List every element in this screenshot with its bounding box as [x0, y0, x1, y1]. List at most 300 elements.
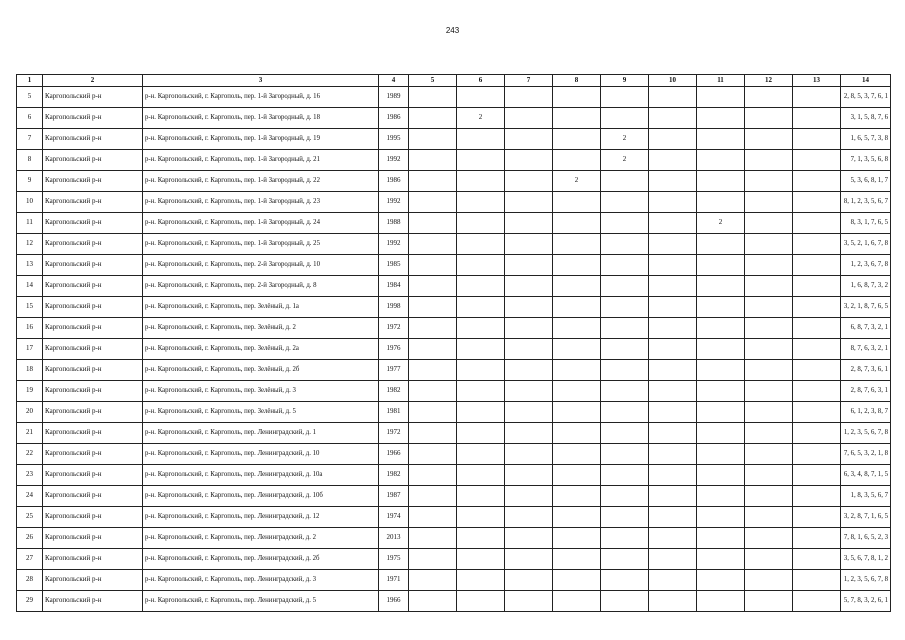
- district-cell: Каргопольский р-н: [43, 234, 143, 255]
- sequence-cell: 1, 2, 3, 6, 7, 8: [841, 255, 891, 276]
- year-cell: 2013: [379, 528, 409, 549]
- value-cell-col-7: [505, 339, 553, 360]
- value-cell-col-7: [505, 108, 553, 129]
- row-number-cell: 21: [17, 423, 43, 444]
- value-cell-col-8: [553, 87, 601, 108]
- value-cell-col-6: [457, 591, 505, 612]
- value-cell-col-13: [793, 234, 841, 255]
- value-cell-col-6: [457, 486, 505, 507]
- value-cell-col-9: [601, 192, 649, 213]
- sequence-cell: 6, 8, 7, 3, 2, 1: [841, 318, 891, 339]
- column-header-6: 6: [457, 75, 505, 87]
- value-cell-col-7: [505, 528, 553, 549]
- value-cell-col-5: [409, 591, 457, 612]
- value-cell-col-5: [409, 381, 457, 402]
- address-cell: р-н. Каргопольский, г. Каргополь, пер. Ленинградский, д. 12: [143, 507, 379, 528]
- value-cell-col-5: [409, 339, 457, 360]
- row-number-cell: 10: [17, 192, 43, 213]
- value-cell-col-10: [649, 444, 697, 465]
- value-cell-col-12: [745, 234, 793, 255]
- value-cell-col-12: [745, 276, 793, 297]
- value-cell-col-11: [697, 507, 745, 528]
- year-cell: 1971: [379, 570, 409, 591]
- value-cell-col-8: [553, 381, 601, 402]
- header-row: [17, 75, 891, 87]
- sequence-cell: 7, 1, 3, 5, 6, 8: [841, 150, 891, 171]
- value-cell-col-8: [553, 528, 601, 549]
- district-cell: Каргопольский р-н: [43, 423, 143, 444]
- value-cell-col-12: [745, 360, 793, 381]
- value-cell-col-5: [409, 87, 457, 108]
- year-cell: 1966: [379, 444, 409, 465]
- value-cell-col-10: [649, 87, 697, 108]
- value-cell-col-5: [409, 150, 457, 171]
- row-number-cell: 25: [17, 507, 43, 528]
- sequence-cell: 8, 3, 1, 7, 6, 5: [841, 213, 891, 234]
- value-cell-col-10: [649, 381, 697, 402]
- sequence-cell: 3, 2, 1, 8, 7, 6, 5: [841, 297, 891, 318]
- year-cell: 1966: [379, 591, 409, 612]
- row-number-cell: 17: [17, 339, 43, 360]
- value-cell-col-12: [745, 318, 793, 339]
- value-cell-col-10: [649, 234, 697, 255]
- year-cell: 1972: [379, 318, 409, 339]
- value-cell-col-9: [601, 402, 649, 423]
- value-cell-col-8: [553, 507, 601, 528]
- address-cell: р-н. Каргопольский, г. Каргополь, пер. Ленинградский, д. 10б: [143, 486, 379, 507]
- value-cell-col-12: [745, 129, 793, 150]
- value-cell-col-12: [745, 444, 793, 465]
- value-cell-col-13: [793, 465, 841, 486]
- value-cell-col-6: [457, 528, 505, 549]
- value-cell-col-11: [697, 339, 745, 360]
- address-cell: р-н. Каргопольский, г. Каргополь, пер. Зелёный, д. 2: [143, 318, 379, 339]
- value-cell-col-10: [649, 213, 697, 234]
- column-header-9: 9: [601, 75, 649, 87]
- address-cell: р-н. Каргопольский, г. Каргополь, пер. Ленинградский, д. 2б: [143, 549, 379, 570]
- registry-table: [16, 74, 891, 612]
- sequence-cell: 2, 8, 7, 3, 6, 1: [841, 360, 891, 381]
- value-cell-col-12: [745, 528, 793, 549]
- year-cell: 1985: [379, 255, 409, 276]
- value-cell-col-12: [745, 108, 793, 129]
- value-cell-col-6: [457, 549, 505, 570]
- column-header-3: 3: [143, 75, 379, 87]
- value-cell-col-11: [697, 87, 745, 108]
- value-cell-col-11: [697, 234, 745, 255]
- district-cell: Каргопольский р-н: [43, 402, 143, 423]
- address-cell: р-н. Каргопольский, г. Каргополь, пер. 1-й Загородный, д. 22: [143, 171, 379, 192]
- value-cell-col-8: [553, 423, 601, 444]
- district-cell: Каргопольский р-н: [43, 528, 143, 549]
- sequence-cell: 1, 8, 3, 5, 6, 7: [841, 486, 891, 507]
- value-cell-col-5: [409, 465, 457, 486]
- address-cell: р-н. Каргопольский, г. Каргополь, пер. 1-й Загородный, д. 21: [143, 150, 379, 171]
- value-cell-col-8: [553, 360, 601, 381]
- value-cell-col-8: [553, 276, 601, 297]
- value-cell-col-8: [553, 591, 601, 612]
- year-cell: 1992: [379, 234, 409, 255]
- value-cell-col-8: [553, 486, 601, 507]
- district-cell: Каргопольский р-н: [43, 213, 143, 234]
- value-cell-col-9: [601, 318, 649, 339]
- value-cell-col-6: [457, 465, 505, 486]
- value-cell-col-5: [409, 297, 457, 318]
- value-cell-col-6: [457, 213, 505, 234]
- value-cell-col-10: [649, 150, 697, 171]
- value-cell-col-9: [601, 423, 649, 444]
- value-cell-col-6: [457, 360, 505, 381]
- value-cell-col-12: [745, 591, 793, 612]
- value-cell-col-12: [745, 213, 793, 234]
- value-cell-col-13: [793, 549, 841, 570]
- value-cell-col-13: [793, 318, 841, 339]
- column-header-5: 5: [409, 75, 457, 87]
- value-cell-col-8: [553, 549, 601, 570]
- value-cell-col-11: [697, 591, 745, 612]
- value-cell-col-8: [553, 402, 601, 423]
- value-cell-col-13: [793, 360, 841, 381]
- district-cell: Каргопольский р-н: [43, 381, 143, 402]
- row-number-cell: 19: [17, 381, 43, 402]
- value-cell-col-9: [601, 486, 649, 507]
- row-number-cell: 16: [17, 318, 43, 339]
- table-row: [17, 297, 891, 318]
- address-cell: р-н. Каргопольский, г. Каргополь, пер. Зелёный, д. 3: [143, 381, 379, 402]
- value-cell-col-11: [697, 255, 745, 276]
- address-cell: р-н. Каргопольский, г. Каргополь, пер. Зелёный, д. 2а: [143, 339, 379, 360]
- value-cell-col-7: [505, 192, 553, 213]
- value-cell-col-8: [553, 570, 601, 591]
- value-cell-col-10: [649, 339, 697, 360]
- district-cell: Каргопольский р-н: [43, 360, 143, 381]
- value-cell-col-7: [505, 171, 553, 192]
- table-row: [17, 381, 891, 402]
- value-cell-col-8: [553, 108, 601, 129]
- value-cell-col-7: [505, 444, 553, 465]
- address-cell: р-н. Каргопольский, г. Каргополь, пер. Ленинградский, д. 5: [143, 591, 379, 612]
- value-cell-col-11: [697, 486, 745, 507]
- sequence-cell: 5, 3, 6, 8, 1, 7: [841, 171, 891, 192]
- value-cell-col-13: [793, 87, 841, 108]
- table-row: [17, 192, 891, 213]
- value-cell-col-9: [601, 87, 649, 108]
- district-cell: Каргопольский р-н: [43, 129, 143, 150]
- sequence-cell: 5, 7, 8, 3, 2, 6, 1: [841, 591, 891, 612]
- sequence-cell: 1, 2, 3, 5, 6, 7, 8: [841, 423, 891, 444]
- table-row: [17, 570, 891, 591]
- row-number-cell: 27: [17, 549, 43, 570]
- table-row: [17, 528, 891, 549]
- address-cell: р-н. Каргопольский, г. Каргополь, пер. Ленинградский, д. 10: [143, 444, 379, 465]
- table-row: [17, 234, 891, 255]
- table-row: [17, 276, 891, 297]
- year-cell: 1974: [379, 507, 409, 528]
- value-cell-col-13: [793, 528, 841, 549]
- value-cell-col-12: [745, 402, 793, 423]
- district-cell: Каргопольский р-н: [43, 507, 143, 528]
- value-cell-col-7: [505, 507, 553, 528]
- value-cell-col-5: [409, 192, 457, 213]
- row-number-cell: 18: [17, 360, 43, 381]
- year-cell: 1995: [379, 129, 409, 150]
- value-cell-col-7: [505, 213, 553, 234]
- value-cell-col-6: [457, 234, 505, 255]
- value-cell-col-13: [793, 444, 841, 465]
- table-row: [17, 213, 891, 234]
- value-cell-col-9: [601, 234, 649, 255]
- value-cell-col-11: [697, 297, 745, 318]
- column-header-8: 8: [553, 75, 601, 87]
- value-cell-col-8: [553, 255, 601, 276]
- value-cell-col-12: [745, 549, 793, 570]
- value-cell-col-9: [601, 255, 649, 276]
- value-cell-col-11: [697, 108, 745, 129]
- value-cell-col-9: [601, 339, 649, 360]
- year-cell: 1984: [379, 276, 409, 297]
- value-cell-col-9: [601, 444, 649, 465]
- district-cell: Каргопольский р-н: [43, 570, 143, 591]
- value-cell-col-10: [649, 360, 697, 381]
- value-cell-col-13: [793, 192, 841, 213]
- value-cell-col-9: 2: [601, 129, 649, 150]
- address-cell: р-н. Каргопольский, г. Каргополь, пер. Зелёный, д. 2б: [143, 360, 379, 381]
- value-cell-col-13: [793, 108, 841, 129]
- value-cell-col-13: [793, 591, 841, 612]
- address-cell: р-н. Каргопольский, г. Каргополь, пер. Зелёный, д. 1а: [143, 297, 379, 318]
- value-cell-col-7: [505, 255, 553, 276]
- table-body: [17, 87, 891, 612]
- value-cell-col-11: [697, 444, 745, 465]
- value-cell-col-13: [793, 570, 841, 591]
- value-cell-col-13: [793, 423, 841, 444]
- sequence-cell: 7, 6, 5, 3, 2, 1, 8: [841, 444, 891, 465]
- column-header-14: 14: [841, 75, 891, 87]
- value-cell-col-10: [649, 402, 697, 423]
- value-cell-col-12: [745, 192, 793, 213]
- value-cell-col-8: [553, 150, 601, 171]
- value-cell-col-12: [745, 423, 793, 444]
- sequence-cell: 2, 8, 7, 6, 3, 1: [841, 381, 891, 402]
- value-cell-col-7: [505, 297, 553, 318]
- value-cell-col-11: [697, 129, 745, 150]
- value-cell-col-9: [601, 108, 649, 129]
- column-header-10: 10: [649, 75, 697, 87]
- value-cell-col-12: [745, 486, 793, 507]
- value-cell-col-10: [649, 276, 697, 297]
- address-cell: р-н. Каргопольский, г. Каргополь, пер. Ленинградский, д. 10а: [143, 465, 379, 486]
- sequence-cell: 6, 3, 4, 8, 7, 1, 5: [841, 465, 891, 486]
- address-cell: р-н. Каргопольский, г. Каргополь, пер. 2-й Загородный, д. 8: [143, 276, 379, 297]
- value-cell-col-5: [409, 423, 457, 444]
- value-cell-col-5: [409, 444, 457, 465]
- value-cell-col-6: [457, 444, 505, 465]
- value-cell-col-13: [793, 402, 841, 423]
- value-cell-col-10: [649, 570, 697, 591]
- year-cell: 1986: [379, 171, 409, 192]
- value-cell-col-7: [505, 549, 553, 570]
- table-row: [17, 360, 891, 381]
- value-cell-col-5: [409, 402, 457, 423]
- value-cell-col-10: [649, 465, 697, 486]
- year-cell: 1972: [379, 423, 409, 444]
- value-cell-col-12: [745, 297, 793, 318]
- district-cell: Каргопольский р-н: [43, 549, 143, 570]
- row-number-cell: 24: [17, 486, 43, 507]
- sequence-cell: 7, 8, 1, 6, 5, 2, 3: [841, 528, 891, 549]
- value-cell-col-12: [745, 171, 793, 192]
- value-cell-col-11: [697, 570, 745, 591]
- value-cell-col-11: [697, 150, 745, 171]
- value-cell-col-7: [505, 591, 553, 612]
- sequence-cell: 1, 2, 3, 5, 6, 7, 8: [841, 570, 891, 591]
- value-cell-col-11: [697, 465, 745, 486]
- row-number-cell: 11: [17, 213, 43, 234]
- value-cell-col-13: [793, 507, 841, 528]
- value-cell-col-11: 2: [697, 213, 745, 234]
- value-cell-col-10: [649, 108, 697, 129]
- district-cell: Каргопольский р-н: [43, 465, 143, 486]
- year-cell: 1981: [379, 402, 409, 423]
- value-cell-col-9: [601, 297, 649, 318]
- value-cell-col-13: [793, 381, 841, 402]
- row-number-cell: 13: [17, 255, 43, 276]
- value-cell-col-5: [409, 528, 457, 549]
- year-cell: 1982: [379, 381, 409, 402]
- value-cell-col-6: [457, 255, 505, 276]
- row-number-cell: 15: [17, 297, 43, 318]
- column-header-2: 2: [43, 75, 143, 87]
- value-cell-col-5: [409, 549, 457, 570]
- value-cell-col-5: [409, 318, 457, 339]
- address-cell: р-н. Каргопольский, г. Каргополь, пер. 1-й Загородный, д. 19: [143, 129, 379, 150]
- value-cell-col-13: [793, 129, 841, 150]
- table-row: [17, 591, 891, 612]
- row-number-cell: 26: [17, 528, 43, 549]
- value-cell-col-11: [697, 318, 745, 339]
- value-cell-col-9: [601, 549, 649, 570]
- value-cell-col-12: [745, 465, 793, 486]
- value-cell-col-10: [649, 591, 697, 612]
- value-cell-col-13: [793, 339, 841, 360]
- page-number: 243: [445, 26, 460, 35]
- value-cell-col-6: [457, 129, 505, 150]
- row-number-cell: 12: [17, 234, 43, 255]
- year-cell: 1982: [379, 465, 409, 486]
- year-cell: 1975: [379, 549, 409, 570]
- value-cell-col-8: [553, 339, 601, 360]
- value-cell-col-8: [553, 234, 601, 255]
- value-cell-col-5: [409, 108, 457, 129]
- sequence-cell: 2, 8, 5, 3, 7, 6, 1: [841, 87, 891, 108]
- table-row: [17, 318, 891, 339]
- value-cell-col-12: [745, 255, 793, 276]
- district-cell: Каргопольский р-н: [43, 339, 143, 360]
- value-cell-col-12: [745, 381, 793, 402]
- value-cell-col-10: [649, 486, 697, 507]
- table-row: [17, 339, 891, 360]
- table-row: [17, 465, 891, 486]
- table-row: [17, 108, 891, 129]
- value-cell-col-10: [649, 192, 697, 213]
- value-cell-col-10: [649, 255, 697, 276]
- value-cell-col-7: [505, 150, 553, 171]
- value-cell-col-5: [409, 129, 457, 150]
- value-cell-col-12: [745, 87, 793, 108]
- value-cell-col-10: [649, 507, 697, 528]
- year-cell: 1992: [379, 150, 409, 171]
- row-number-cell: 6: [17, 108, 43, 129]
- value-cell-col-11: [697, 381, 745, 402]
- year-cell: 1998: [379, 297, 409, 318]
- value-cell-col-11: [697, 423, 745, 444]
- value-cell-col-9: [601, 528, 649, 549]
- district-cell: Каргопольский р-н: [43, 255, 143, 276]
- value-cell-col-11: [697, 171, 745, 192]
- value-cell-col-8: [553, 318, 601, 339]
- address-cell: р-н. Каргопольский, г. Каргополь, пер. Ленинградский, д. 3: [143, 570, 379, 591]
- table-row: [17, 444, 891, 465]
- value-cell-col-6: [457, 150, 505, 171]
- year-cell: 1987: [379, 486, 409, 507]
- value-cell-col-6: [457, 87, 505, 108]
- district-cell: Каргопольский р-н: [43, 318, 143, 339]
- value-cell-col-8: [553, 129, 601, 150]
- table-row: [17, 402, 891, 423]
- value-cell-col-9: [601, 171, 649, 192]
- year-cell: 1986: [379, 108, 409, 129]
- value-cell-col-7: [505, 465, 553, 486]
- sequence-cell: 6, 1, 2, 3, 8, 7: [841, 402, 891, 423]
- value-cell-col-8: 2: [553, 171, 601, 192]
- sequence-cell: 3, 5, 6, 7, 8, 1, 2: [841, 549, 891, 570]
- value-cell-col-11: [697, 402, 745, 423]
- row-number-cell: 23: [17, 465, 43, 486]
- value-cell-col-10: [649, 528, 697, 549]
- address-cell: р-н. Каргопольский, г. Каргополь, пер. Зелёный, д. 5: [143, 402, 379, 423]
- district-cell: Каргопольский р-н: [43, 591, 143, 612]
- district-cell: Каргопольский р-н: [43, 108, 143, 129]
- row-number-cell: 28: [17, 570, 43, 591]
- district-cell: Каргопольский р-н: [43, 150, 143, 171]
- value-cell-col-12: [745, 507, 793, 528]
- sequence-cell: 3, 5, 2, 1, 6, 7, 8: [841, 234, 891, 255]
- value-cell-col-9: [601, 213, 649, 234]
- year-cell: 1977: [379, 360, 409, 381]
- value-cell-col-6: 2: [457, 108, 505, 129]
- address-cell: р-н. Каргопольский, г. Каргополь, пер. 1-й Загородный, д. 23: [143, 192, 379, 213]
- table-row: [17, 87, 891, 108]
- value-cell-col-9: [601, 591, 649, 612]
- value-cell-col-11: [697, 549, 745, 570]
- value-cell-col-9: 2: [601, 150, 649, 171]
- address-cell: р-н. Каргопольский, г. Каргополь, пер. Ленинградский, д. 1: [143, 423, 379, 444]
- value-cell-col-9: [601, 360, 649, 381]
- value-cell-col-6: [457, 339, 505, 360]
- year-cell: 1988: [379, 213, 409, 234]
- table-row: [17, 549, 891, 570]
- value-cell-col-5: [409, 570, 457, 591]
- value-cell-col-8: [553, 297, 601, 318]
- value-cell-col-5: [409, 213, 457, 234]
- value-cell-col-11: [697, 528, 745, 549]
- table-row: [17, 171, 891, 192]
- value-cell-col-11: [697, 192, 745, 213]
- row-number-cell: 7: [17, 129, 43, 150]
- address-cell: р-н. Каргопольский, г. Каргополь, пер. 2-й Загородный, д. 10: [143, 255, 379, 276]
- value-cell-col-11: [697, 360, 745, 381]
- value-cell-col-8: [553, 213, 601, 234]
